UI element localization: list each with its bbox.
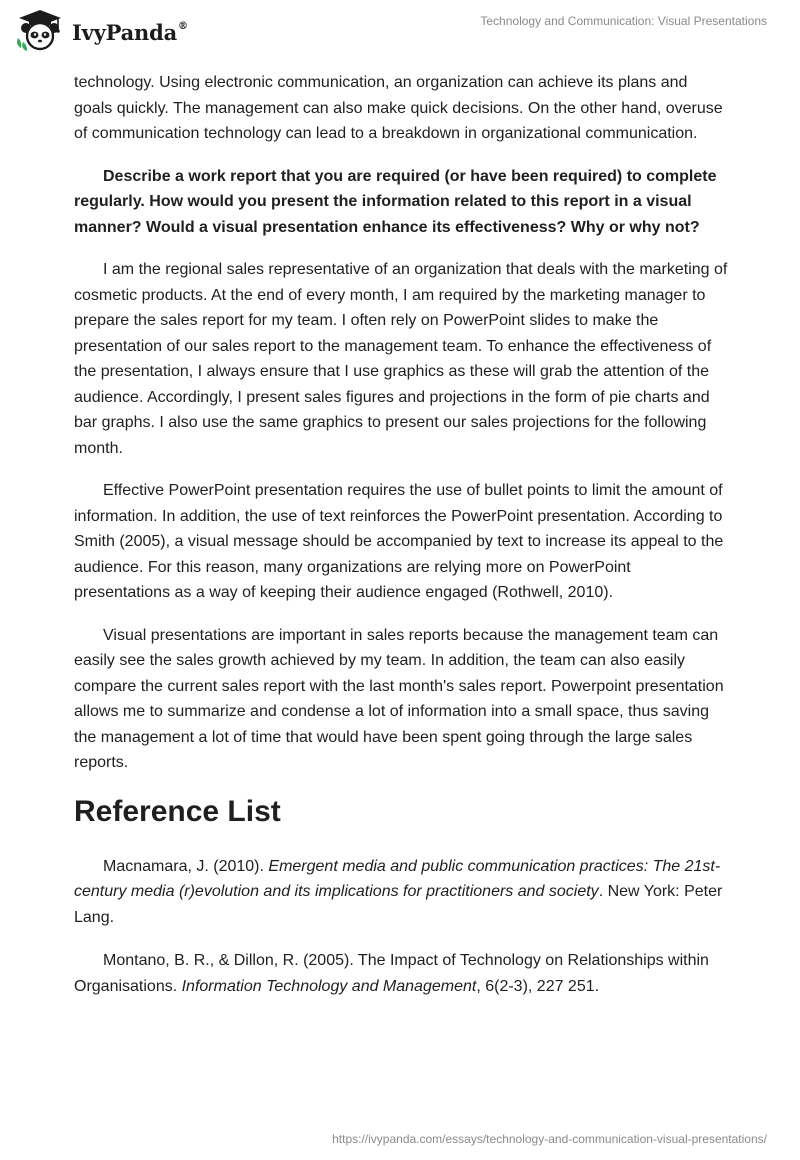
brand-name: IvyPanda® [72, 19, 188, 45]
source-url[interactable]: https://ivypanda.com/essays/technology-and-communication-visual-presentations/ [332, 1132, 767, 1146]
panda-graduate-icon [14, 8, 66, 52]
ivypanda-logo[interactable] [14, 8, 188, 52]
reference-item: Montano, B. R., & Dillon, R. (2005). The Impact of Technology on Relationships within Organisations. Information Technology and Management, 6(2-3), 227 251. [74, 952, 709, 995]
registered-mark: ® [178, 20, 188, 32]
paragraph-powerpoint: Effective PowerPoint presentation requires the use of bullet points to limit the amount of information. In addition, the use of text reinforces the PowerPoint presentation. According to Smith (2005), a visual message should be accompanied by text to increase its appeal to the audience. For this reason, many organizations are relying more on PowerPoint presentations as a way of keeping their audience engaged (Rothwell, 2010). [74, 482, 724, 601]
reference-item: Macnamara, J. (2010). Emergent media and public communication practices: The 21st-century media (r)evolution and its implications for practitioners and society. New York: Peter Lang. [74, 857, 723, 926]
question-paragraph: Describe a work report that you are required (or have been required) to complete regularly. How would you present the information related to this report in a visual manner? Would a visual presentation enhance its effectiveness? Why or why not? [74, 167, 717, 236]
paragraph-sales-report: I am the regional sales representative of an organization that deals with the marketing of cosmetic products. At the end of every month, I am required by the marketing manager to prepare the sales report for my team. I often rely on PowerPoint slides to make the presentation of our sales report to the management team. To enhance the effectiveness of the presentation, I always ensure that I use graphics as these will grab the attention of the audience. Accordingly, I present sales figures and projections in the form of pie charts and bar graphs. I also use the same graphics to present our sales projections for the following month. [74, 261, 728, 457]
reference-list-heading: Reference List [74, 794, 281, 828]
paragraph-visual-presentations: Visual presentations are important in sales reports because the management team can easily see the sales growth achieved by my team. In addition, the team can also easily compare the current sales report with the last month's sales report. Powerpoint presentation allows me to summarize and condense a lot of information into a small space, thus saving the management a lot of time that would have been spent going through the large sales reports. [74, 626, 724, 771]
paragraph-continued: technology. Using electronic communication, an organization can achieve its plans and goals quickly. The management can also make quick decisions. On the other hand, overuse of communication technology can lead to a breakdown in organizational communication. [74, 74, 723, 142]
document-title: Technology and Communication: Visual Presentations [480, 14, 767, 28]
essay-content [74, 70, 728, 1017]
page-header [0, 0, 800, 64]
